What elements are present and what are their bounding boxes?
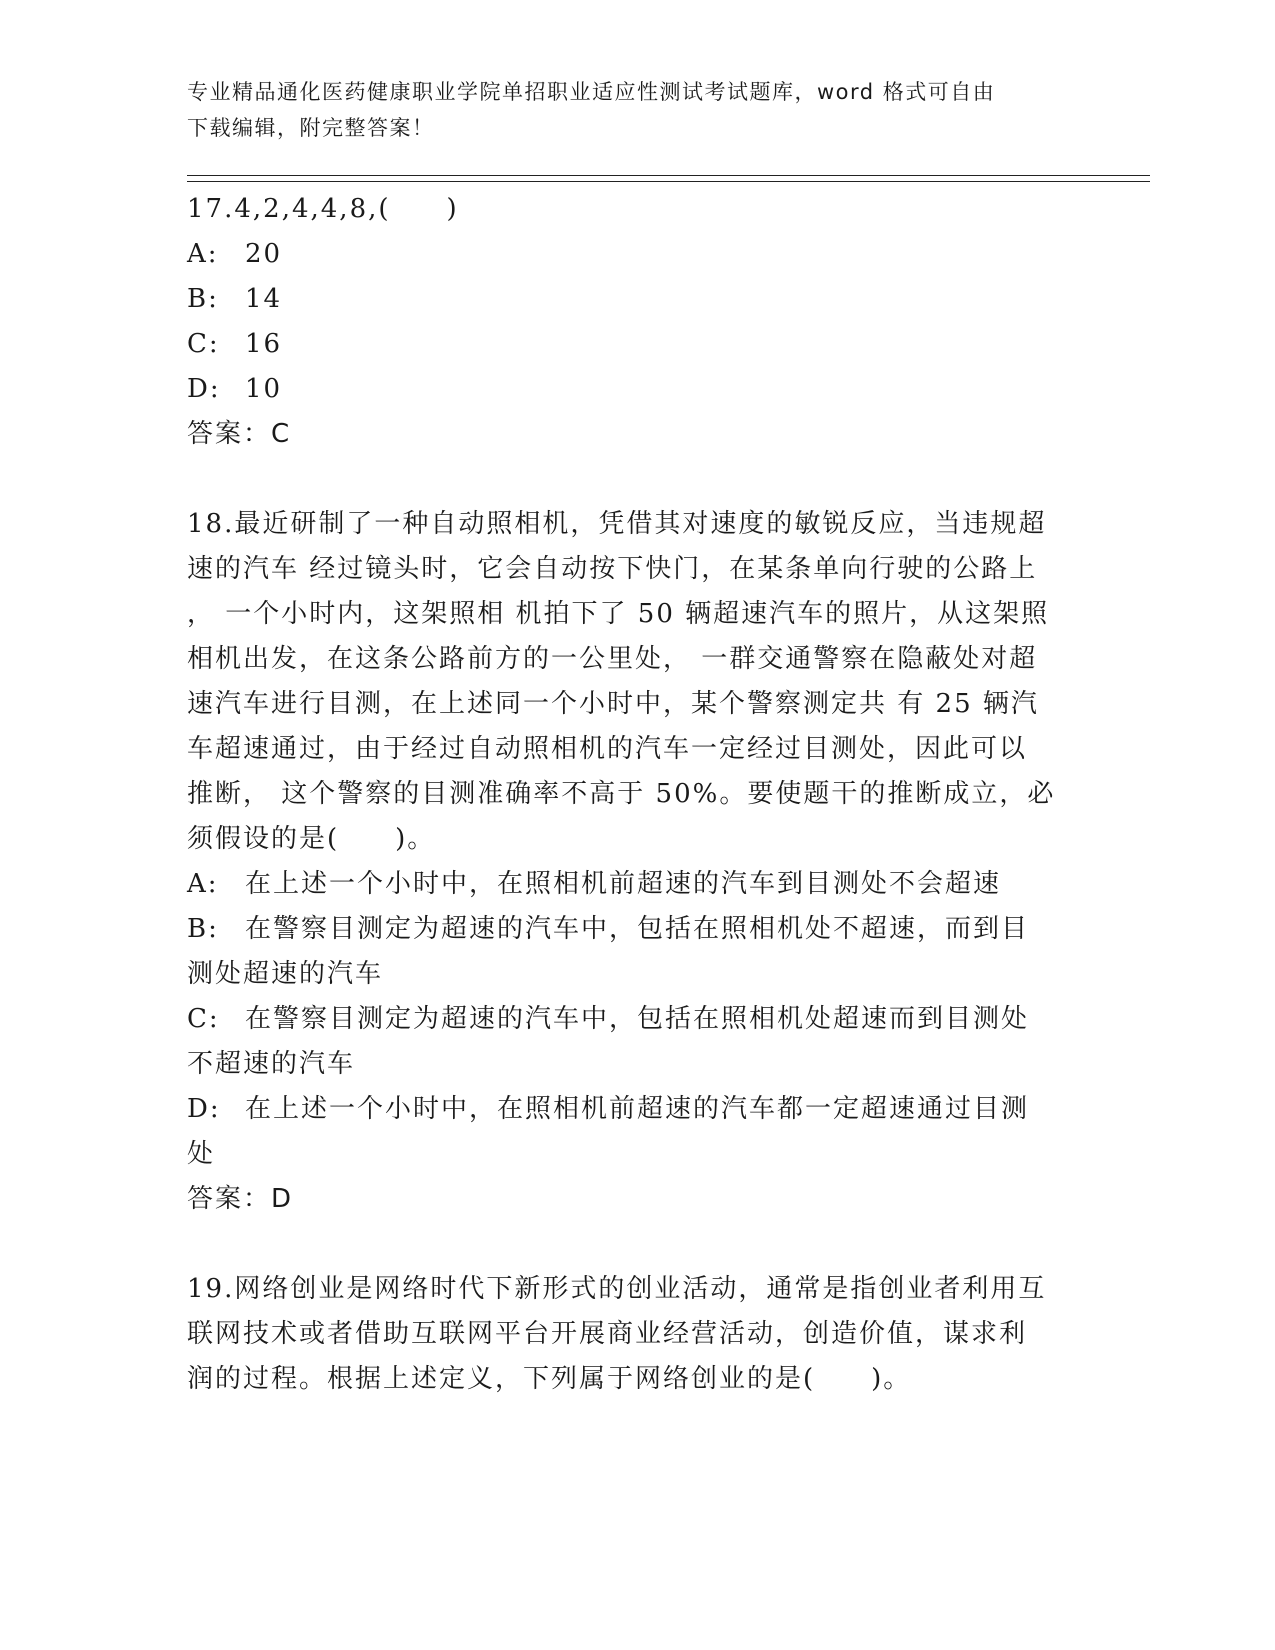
option-b — [187, 907, 1067, 952]
question-stem-line: ， 一个小时内，这架照相 机拍下了 50 辆超速汽车的照片，从这架照 — [187, 599, 1050, 629]
question-17 — [187, 187, 1067, 457]
option-a — [187, 232, 1067, 277]
question-stem-line: 须假设的是( )。 — [187, 824, 436, 854]
header-divider-bottom — [187, 181, 1150, 182]
option-text: 在上述一个小时中，在照相机前超速的汽车到目测处不会超速 — [245, 869, 1002, 899]
option-key: A: — [187, 869, 219, 899]
answer: 答案：D — [187, 1184, 294, 1214]
option-b — [187, 277, 1067, 322]
header-line-2: 下载编辑，附完整答案！ — [187, 116, 435, 140]
option-key: A: — [187, 239, 219, 269]
question-content — [187, 187, 1067, 1402]
option-text-continued: 测处超速的汽车 — [187, 959, 384, 989]
question-stem-line: 18.最近研制了一种自动照相机，凭借其对速度的敏锐反应，当违规超 — [187, 509, 1047, 539]
question-stem-line: 速汽车进行目测，在上述同一个小时中，某个警察测定共 有 25 辆汽 — [187, 689, 1039, 719]
question-stem: 17.4,2,4,4,8,( ) — [187, 194, 459, 224]
option-text: 在警察目测定为超速的汽车中，包括在照相机处不超速，而到目 — [245, 914, 1030, 944]
option-d — [187, 367, 1067, 412]
option-text: 14 — [245, 284, 283, 314]
option-key: C: — [187, 1004, 220, 1034]
question-stem-line: 联网技术或者借助互联网平台开展商业经营活动，创造价值，谋求利 — [187, 1319, 1028, 1349]
answer: 答案：C — [187, 419, 292, 449]
header-divider-top — [187, 175, 1150, 176]
question-19 — [187, 1267, 1067, 1402]
option-c — [187, 997, 1067, 1042]
option-key: C: — [187, 329, 220, 359]
option-text: 20 — [245, 239, 283, 269]
page-header — [187, 74, 1067, 146]
option-d — [187, 1087, 1067, 1132]
question-stem-line: 相机出发，在这条公路前方的一公里处， 一群交通警察在隐蔽处对超 — [187, 644, 1038, 674]
option-a — [187, 862, 1067, 907]
option-key: B: — [187, 914, 219, 944]
header-line-1: 专业精品通化医药健康职业学院单招职业适应性测试考试题库，word 格式可自由 — [187, 80, 996, 104]
question-stem-line: 19.网络创业是网络时代下新形式的创业活动，通常是指创业者利用互 — [187, 1274, 1047, 1304]
question-stem-line: 润的过程。根据上述定义，下列属于网络创业的是( )。 — [187, 1364, 912, 1394]
question-18 — [187, 502, 1067, 1222]
option-text: 在警察目测定为超速的汽车中，包括在照相机处超速而到目测处 — [245, 1004, 1030, 1034]
option-text-continued: 不超速的汽车 — [187, 1049, 356, 1079]
question-stem-line: 推断， 这个警察的目测准确率不高于 50%。要使题干的推断成立，必 — [187, 779, 1056, 809]
option-text: 10 — [245, 374, 283, 404]
option-key: D: — [187, 1094, 221, 1124]
option-text: 在上述一个小时中，在照相机前超速的汽车都一定超速通过目测 — [245, 1094, 1030, 1124]
question-stem-line: 车超速通过，由于经过自动照相机的汽车一定经过目测处，因此可以 — [187, 734, 1028, 764]
option-c — [187, 322, 1067, 367]
option-key: B: — [187, 284, 219, 314]
option-text-continued: 处 — [187, 1139, 216, 1169]
option-key: D: — [187, 374, 221, 404]
question-stem-line: 速的汽车 经过镜头时，它会自动按下快门，在某条单向行驶的公路上 — [187, 554, 1038, 584]
option-text: 16 — [245, 329, 283, 359]
